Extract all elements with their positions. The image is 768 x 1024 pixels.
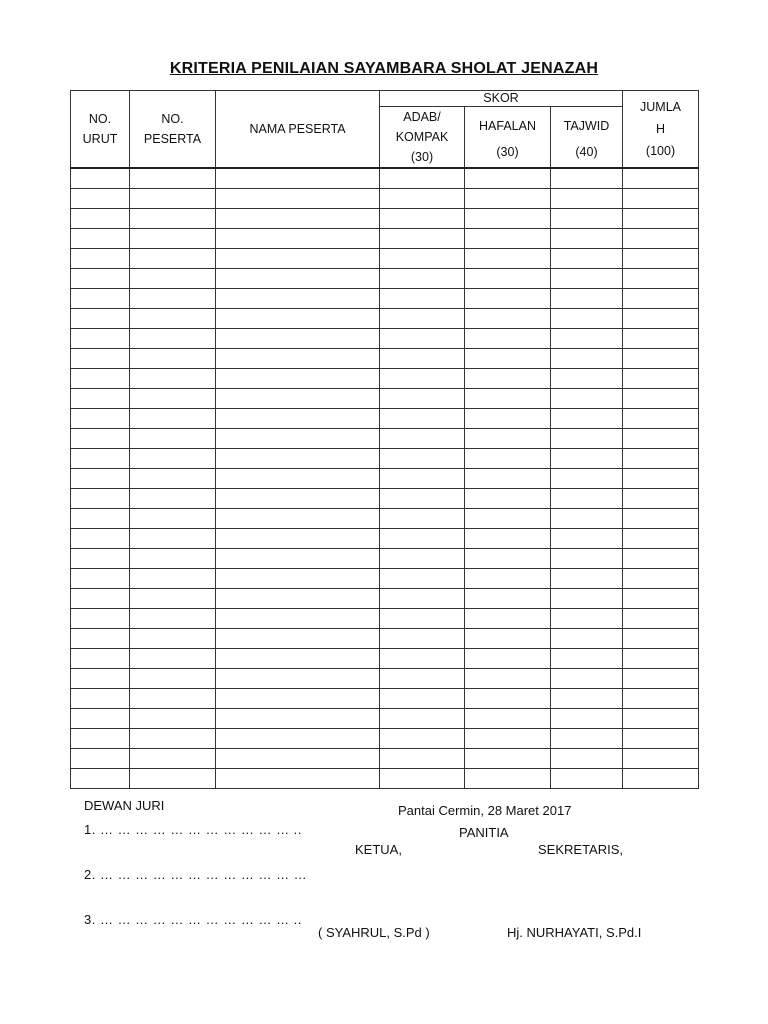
table-row [71, 168, 699, 189]
table-cell [216, 469, 380, 489]
juri-signature-line-1: 1. … … … … … … … … … … … .. [84, 822, 302, 837]
table-cell [551, 229, 623, 249]
table-cell [71, 669, 130, 689]
table-row [71, 629, 699, 649]
table-cell [71, 489, 130, 509]
table-cell [130, 349, 216, 369]
table-cell [130, 249, 216, 269]
table-cell [216, 729, 380, 749]
table-cell [380, 589, 465, 609]
header-jumlah: JUMLA H (100) [623, 91, 699, 169]
table-cell [130, 229, 216, 249]
table-cell [130, 769, 216, 789]
table-cell [71, 249, 130, 269]
table-cell [623, 629, 699, 649]
table-cell [551, 269, 623, 289]
table-cell [623, 229, 699, 249]
table-cell [71, 409, 130, 429]
table-cell [130, 569, 216, 589]
table-cell [551, 629, 623, 649]
table-cell [130, 389, 216, 409]
table-cell [71, 269, 130, 289]
table-cell [465, 529, 551, 549]
table-cell [216, 609, 380, 629]
table-cell [216, 269, 380, 289]
table-cell [551, 729, 623, 749]
table-row [71, 769, 699, 789]
table-cell [216, 349, 380, 369]
table-cell [380, 209, 465, 229]
table-cell [130, 469, 216, 489]
table-cell [551, 289, 623, 309]
table-cell [465, 189, 551, 209]
sekretaris-name: Hj. NURHAYATI, S.Pd.I [507, 925, 642, 940]
table-cell [380, 249, 465, 269]
table-cell [130, 369, 216, 389]
table-cell [216, 429, 380, 449]
table-row [71, 729, 699, 749]
table-cell [623, 429, 699, 449]
table-cell [71, 769, 130, 789]
table-cell [623, 729, 699, 749]
table-cell [71, 749, 130, 769]
table-cell [216, 369, 380, 389]
table-cell [551, 669, 623, 689]
table-cell [216, 409, 380, 429]
table-cell [380, 429, 465, 449]
table-row [71, 329, 699, 349]
table-cell [380, 509, 465, 529]
table-cell [380, 329, 465, 349]
table-cell [465, 349, 551, 369]
table-cell [465, 269, 551, 289]
table-cell [71, 209, 130, 229]
table-cell [380, 349, 465, 369]
table-cell [623, 269, 699, 289]
table-cell [380, 749, 465, 769]
table-row [71, 469, 699, 489]
table-cell [623, 609, 699, 629]
table-cell [623, 209, 699, 229]
table-cell [465, 549, 551, 569]
table-cell [130, 529, 216, 549]
table-cell [465, 249, 551, 269]
score-table [70, 90, 699, 789]
table-cell [216, 749, 380, 769]
table-cell [130, 289, 216, 309]
table-cell [623, 689, 699, 709]
table-cell [465, 669, 551, 689]
table-cell [71, 369, 130, 389]
table-cell [130, 609, 216, 629]
table-cell [623, 469, 699, 489]
table-cell [623, 409, 699, 429]
table-cell [551, 249, 623, 269]
table-cell [551, 309, 623, 329]
table-row [71, 449, 699, 469]
table-cell [551, 369, 623, 389]
table-cell [380, 389, 465, 409]
table-cell [623, 349, 699, 369]
table-row [71, 649, 699, 669]
table-cell [551, 709, 623, 729]
table-cell [623, 489, 699, 509]
table-cell [465, 289, 551, 309]
table-cell [71, 649, 130, 669]
table-cell [551, 569, 623, 589]
table-cell [465, 168, 551, 189]
table-cell [216, 629, 380, 649]
table-row [71, 529, 699, 549]
table-cell [380, 729, 465, 749]
table-cell [623, 389, 699, 409]
table-row [71, 249, 699, 269]
table-cell [623, 769, 699, 789]
table-cell [551, 449, 623, 469]
table-row [71, 349, 699, 369]
table-cell [71, 709, 130, 729]
header-no-urut: NO. URUT [71, 91, 130, 169]
table-cell [71, 729, 130, 749]
table-cell [623, 329, 699, 349]
table-cell [130, 629, 216, 649]
table-row [71, 709, 699, 729]
table-cell [380, 489, 465, 509]
table-cell [623, 589, 699, 609]
table-cell [551, 549, 623, 569]
table-cell [623, 669, 699, 689]
table-cell [216, 589, 380, 609]
table-cell [130, 509, 216, 529]
dewan-juri-label: DEWAN JURI [84, 798, 165, 813]
table-row [71, 389, 699, 409]
table-cell [465, 569, 551, 589]
table-cell [130, 209, 216, 229]
juri-signature-line-2: 2. … … … … … … … … … … … … [84, 867, 308, 882]
table-cell [216, 489, 380, 509]
table-cell [623, 249, 699, 269]
table-cell [551, 209, 623, 229]
table-cell [380, 309, 465, 329]
table-cell [71, 168, 130, 189]
table-row [71, 229, 699, 249]
table-cell [71, 309, 130, 329]
table-row [71, 509, 699, 529]
table-cell [71, 229, 130, 249]
table-cell [216, 689, 380, 709]
table-cell [465, 709, 551, 729]
table-cell [71, 189, 130, 209]
table-cell [551, 509, 623, 529]
header-adab-kompak: ADAB/ KOMPAK (30) [380, 107, 465, 169]
table-cell [380, 769, 465, 789]
table-cell [465, 389, 551, 409]
table-cell [71, 629, 130, 649]
table-cell [71, 389, 130, 409]
table-cell [380, 609, 465, 629]
table-cell [130, 489, 216, 509]
table-cell [71, 549, 130, 569]
table-cell [130, 189, 216, 209]
table-cell [551, 649, 623, 669]
table-cell [551, 429, 623, 449]
table-body [71, 168, 699, 789]
table-cell [130, 589, 216, 609]
place-date: Pantai Cermin, 28 Maret 2017 [398, 803, 572, 818]
table-cell [71, 449, 130, 469]
table-cell [130, 749, 216, 769]
table-cell [130, 709, 216, 729]
table-cell [465, 469, 551, 489]
table-cell [623, 749, 699, 769]
table-cell [130, 449, 216, 469]
table-cell [380, 669, 465, 689]
table-cell [623, 369, 699, 389]
table-row [71, 689, 699, 709]
table-cell [216, 168, 380, 189]
table-cell [130, 168, 216, 189]
table-cell [623, 649, 699, 669]
table-cell [551, 389, 623, 409]
table-row [71, 549, 699, 569]
table-cell [465, 309, 551, 329]
table-cell [71, 569, 130, 589]
table-row [71, 309, 699, 329]
table-cell [380, 529, 465, 549]
table-cell [623, 189, 699, 209]
header-skor: SKOR [380, 91, 623, 107]
table-cell [130, 409, 216, 429]
table-cell [71, 469, 130, 489]
table-cell [551, 609, 623, 629]
table-cell [380, 189, 465, 209]
table-cell [465, 489, 551, 509]
table-cell [551, 469, 623, 489]
table-cell [216, 189, 380, 209]
table-cell [551, 329, 623, 349]
table-cell [380, 269, 465, 289]
table-cell [465, 629, 551, 649]
table-cell [623, 168, 699, 189]
table-cell [623, 509, 699, 529]
table-cell [216, 449, 380, 469]
table-cell [380, 649, 465, 669]
table-cell [130, 329, 216, 349]
table-cell [380, 569, 465, 589]
table-cell [551, 409, 623, 429]
table-cell [380, 549, 465, 569]
table-cell [623, 569, 699, 589]
table-cell [623, 529, 699, 549]
table-cell [380, 168, 465, 189]
table-cell [623, 309, 699, 329]
table-cell [465, 609, 551, 629]
table-cell [130, 649, 216, 669]
table-cell [216, 389, 380, 409]
table-cell [71, 509, 130, 529]
table-cell [551, 689, 623, 709]
table-cell [380, 289, 465, 309]
table-cell [551, 529, 623, 549]
table-row [71, 209, 699, 229]
table-row [71, 749, 699, 769]
table-cell [130, 669, 216, 689]
table-cell [216, 289, 380, 309]
table-cell [465, 649, 551, 669]
table-cell [465, 369, 551, 389]
table-row [71, 369, 699, 389]
table-cell [71, 589, 130, 609]
table-cell [216, 249, 380, 269]
sekretaris-label: SEKRETARIS, [538, 842, 624, 857]
table-cell [216, 569, 380, 589]
table-cell [216, 229, 380, 249]
ketua-label: KETUA, [355, 842, 402, 857]
table-row [71, 609, 699, 629]
table-cell [623, 709, 699, 729]
table-cell [465, 409, 551, 429]
table-row [71, 269, 699, 289]
table-cell [216, 549, 380, 569]
table-row [71, 569, 699, 589]
table-cell [465, 729, 551, 749]
table-cell [216, 649, 380, 669]
table-cell [623, 289, 699, 309]
header-no-peserta: NO. PESERTA [130, 91, 216, 169]
table-cell [71, 429, 130, 449]
table-cell [551, 189, 623, 209]
table-cell [71, 689, 130, 709]
table-cell [130, 269, 216, 289]
table-cell [380, 409, 465, 429]
table-row [71, 669, 699, 689]
table-cell [551, 489, 623, 509]
table-cell [465, 589, 551, 609]
table-cell [465, 509, 551, 529]
table-cell [465, 209, 551, 229]
table-cell [465, 329, 551, 349]
table-cell [380, 629, 465, 649]
table-cell [551, 349, 623, 369]
table-cell [216, 209, 380, 229]
table-cell [551, 589, 623, 609]
table-cell [380, 449, 465, 469]
table-cell [465, 449, 551, 469]
table-cell [380, 709, 465, 729]
table-cell [380, 469, 465, 489]
table-cell [130, 429, 216, 449]
table-cell [216, 709, 380, 729]
table-cell [71, 529, 130, 549]
table-cell [551, 168, 623, 189]
table-cell [551, 749, 623, 769]
table-cell [465, 769, 551, 789]
table-cell [623, 549, 699, 569]
header-hafalan: HAFALAN (30) [465, 107, 551, 169]
table-row [71, 429, 699, 449]
table-cell [623, 449, 699, 469]
table-row [71, 189, 699, 209]
table-cell [465, 229, 551, 249]
table-cell [380, 689, 465, 709]
table-cell [130, 309, 216, 329]
table-cell [216, 529, 380, 549]
table-cell [465, 749, 551, 769]
table-row [71, 289, 699, 309]
header-nama-peserta: NAMA PESERTA [216, 91, 380, 169]
table-cell [465, 429, 551, 449]
document-title: KRITERIA PENILAIAN SAYAMBARA SHOLAT JENAZAH [169, 60, 599, 77]
table-cell [380, 369, 465, 389]
table-cell [216, 329, 380, 349]
table-row [71, 589, 699, 609]
table-cell [216, 769, 380, 789]
panitia-label: PANITIA [459, 825, 509, 840]
table-cell [216, 669, 380, 689]
table-row [71, 489, 699, 509]
table-cell [216, 309, 380, 329]
table-cell [130, 549, 216, 569]
header-tajwid: TAJWID (40) [551, 107, 623, 169]
table-cell [71, 329, 130, 349]
table-cell [216, 509, 380, 529]
table-row [71, 409, 699, 429]
table-cell [551, 769, 623, 789]
table-cell [71, 349, 130, 369]
table-cell [71, 609, 130, 629]
ketua-name: ( SYAHRUL, S.Pd ) [318, 925, 430, 940]
table-cell [380, 229, 465, 249]
table-cell [130, 729, 216, 749]
table-cell [71, 289, 130, 309]
table-cell [465, 689, 551, 709]
juri-signature-line-3: 3. … … … … … … … … … … … .. [84, 912, 302, 927]
table-cell [130, 689, 216, 709]
